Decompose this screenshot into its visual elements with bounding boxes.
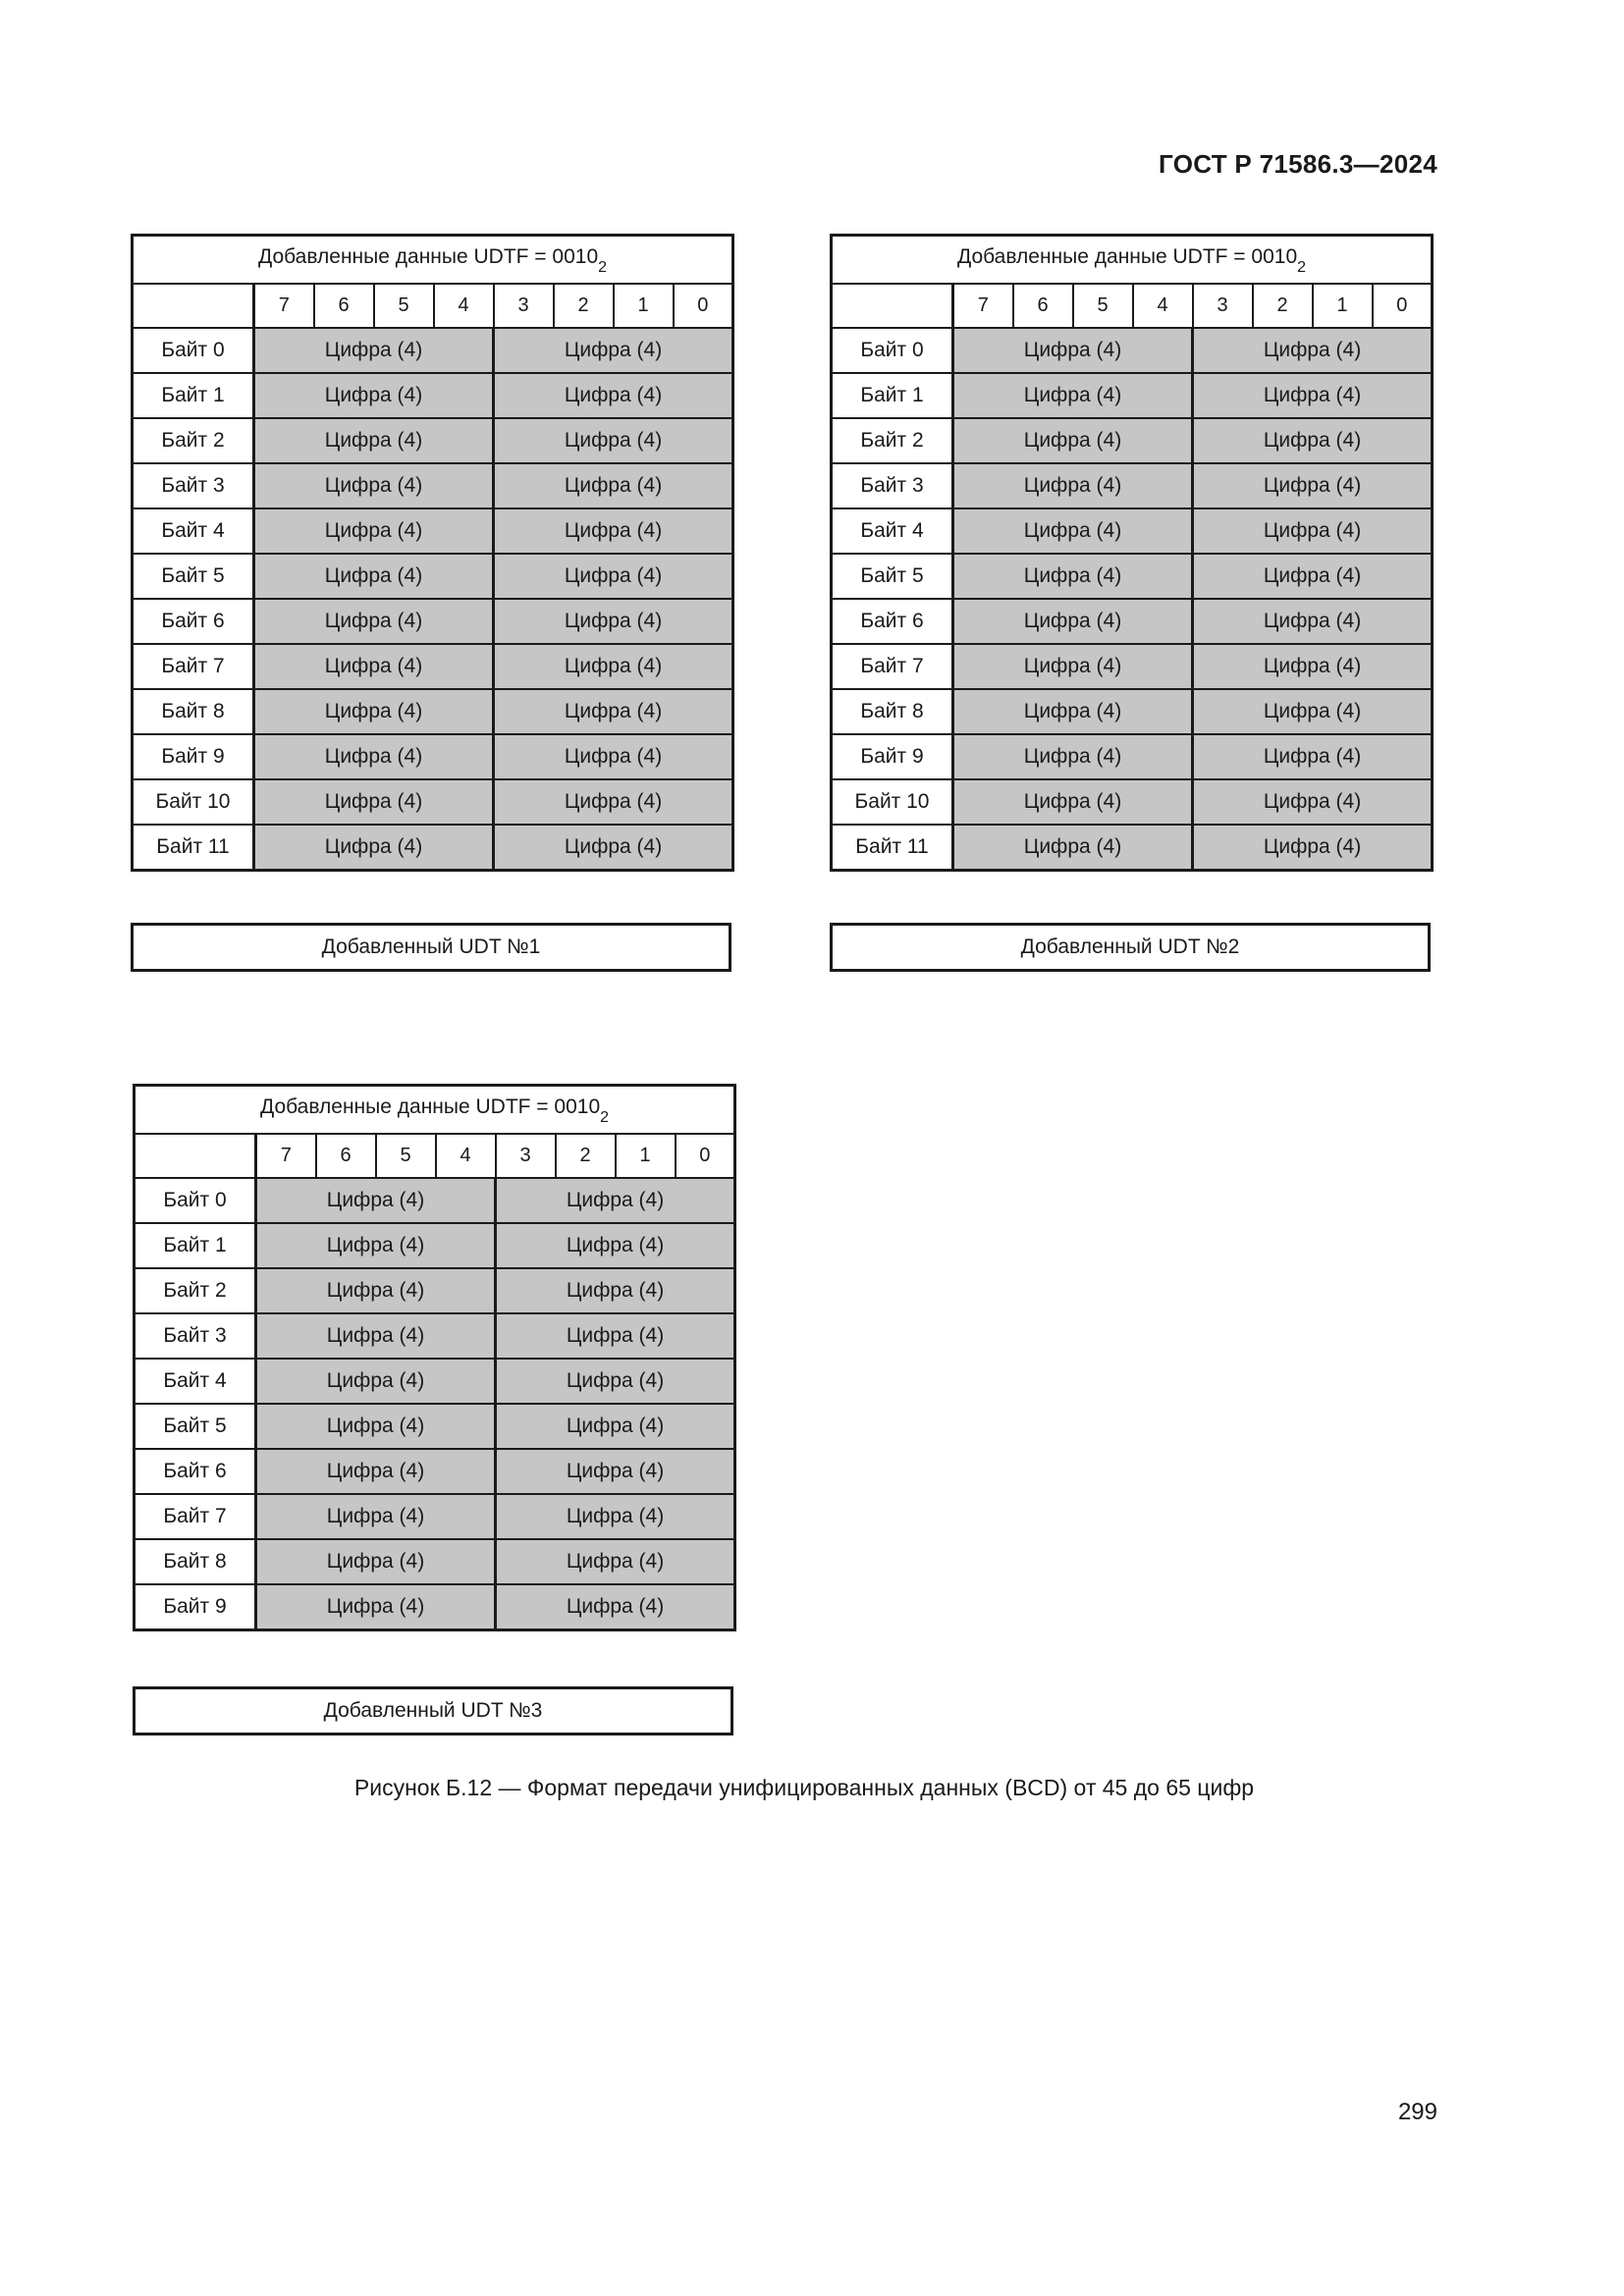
byte-label: Байт 1 xyxy=(135,1223,256,1268)
byte-row-9 xyxy=(133,734,733,779)
byte-label: Байт 5 xyxy=(133,554,254,599)
table-title xyxy=(135,1086,735,1135)
udt-caption-1: Добавленный UDT №1 xyxy=(131,923,731,972)
byte-row-10 xyxy=(832,779,1433,825)
bit-header-corner xyxy=(135,1134,256,1178)
byte-label: Байт 6 xyxy=(832,599,953,644)
digit-low-nibble: Цифра (4) xyxy=(496,1404,735,1449)
table-title xyxy=(133,236,733,285)
byte-row-7 xyxy=(135,1494,735,1539)
byte-row-7 xyxy=(133,644,733,689)
document-standard-header: ГОСТ Р 71586.3—2024 xyxy=(1159,149,1437,179)
byte-row-5 xyxy=(133,554,733,599)
digit-high-nibble: Цифра (4) xyxy=(256,1223,496,1268)
digit-low-nibble: Цифра (4) xyxy=(496,1223,735,1268)
bit-header-0: 0 xyxy=(674,284,733,328)
byte-row-0 xyxy=(133,328,733,373)
byte-label: Байт 6 xyxy=(135,1449,256,1494)
byte-label: Байт 3 xyxy=(133,463,254,508)
byte-row-2 xyxy=(133,418,733,463)
digit-low-nibble: Цифра (4) xyxy=(1193,373,1433,418)
byte-label: Байт 4 xyxy=(135,1359,256,1404)
table-title-subscript: 2 xyxy=(598,258,608,276)
bit-header-7: 7 xyxy=(254,284,314,328)
digit-low-nibble: Цифра (4) xyxy=(496,1313,735,1359)
bit-header-3: 3 xyxy=(496,1134,556,1178)
bit-header-7: 7 xyxy=(953,284,1013,328)
bit-header-5: 5 xyxy=(376,1134,436,1178)
digit-high-nibble: Цифра (4) xyxy=(953,599,1193,644)
digit-high-nibble: Цифра (4) xyxy=(254,599,494,644)
digit-low-nibble: Цифра (4) xyxy=(1193,825,1433,871)
digit-high-nibble: Цифра (4) xyxy=(254,779,494,825)
digit-low-nibble: Цифра (4) xyxy=(494,825,733,871)
bit-header-1: 1 xyxy=(1313,284,1373,328)
byte-label: Байт 2 xyxy=(135,1268,256,1313)
udt-figure-2 xyxy=(830,234,1434,872)
digit-low-nibble: Цифра (4) xyxy=(494,508,733,554)
digit-low-nibble: Цифра (4) xyxy=(496,1178,735,1223)
table-title xyxy=(832,236,1433,285)
digit-high-nibble: Цифра (4) xyxy=(254,463,494,508)
byte-row-11 xyxy=(133,825,733,871)
digit-low-nibble: Цифра (4) xyxy=(1193,328,1433,373)
bit-header-6: 6 xyxy=(1013,284,1073,328)
digit-low-nibble: Цифра (4) xyxy=(1193,599,1433,644)
digit-low-nibble: Цифра (4) xyxy=(494,418,733,463)
digit-high-nibble: Цифра (4) xyxy=(254,644,494,689)
bit-header-2: 2 xyxy=(554,284,614,328)
byte-row-3 xyxy=(832,463,1433,508)
byte-label: Байт 1 xyxy=(832,373,953,418)
table-title-subscript: 2 xyxy=(600,1108,610,1126)
digit-low-nibble: Цифра (4) xyxy=(496,1359,735,1404)
bit-header-7: 7 xyxy=(256,1134,316,1178)
digit-low-nibble: Цифра (4) xyxy=(496,1494,735,1539)
digit-high-nibble: Цифра (4) xyxy=(256,1584,496,1630)
byte-label: Байт 11 xyxy=(133,825,254,871)
byte-row-9 xyxy=(832,734,1433,779)
byte-row-11 xyxy=(832,825,1433,871)
digit-high-nibble: Цифра (4) xyxy=(254,554,494,599)
byte-label: Байт 6 xyxy=(133,599,254,644)
byte-row-0 xyxy=(135,1178,735,1223)
byte-row-3 xyxy=(133,463,733,508)
digit-low-nibble: Цифра (4) xyxy=(1193,554,1433,599)
digit-high-nibble: Цифра (4) xyxy=(254,689,494,734)
digit-high-nibble: Цифра (4) xyxy=(953,418,1193,463)
bit-header-2: 2 xyxy=(1253,284,1313,328)
byte-label: Байт 3 xyxy=(832,463,953,508)
bit-header-6: 6 xyxy=(316,1134,376,1178)
digit-low-nibble: Цифра (4) xyxy=(1193,644,1433,689)
byte-row-9 xyxy=(135,1584,735,1630)
digit-high-nibble: Цифра (4) xyxy=(953,825,1193,871)
digit-high-nibble: Цифра (4) xyxy=(256,1359,496,1404)
digit-low-nibble: Цифра (4) xyxy=(494,644,733,689)
byte-label: Байт 1 xyxy=(133,373,254,418)
digit-low-nibble: Цифра (4) xyxy=(1193,779,1433,825)
byte-row-1 xyxy=(133,373,733,418)
digit-low-nibble: Цифра (4) xyxy=(1193,508,1433,554)
digit-high-nibble: Цифра (4) xyxy=(254,373,494,418)
byte-label: Байт 9 xyxy=(133,734,254,779)
bit-header-3: 3 xyxy=(1193,284,1253,328)
bit-header-6: 6 xyxy=(314,284,374,328)
byte-label: Байт 8 xyxy=(133,689,254,734)
bit-header-0: 0 xyxy=(1373,284,1433,328)
byte-label: Байт 5 xyxy=(832,554,953,599)
bit-header-0: 0 xyxy=(676,1134,735,1178)
digit-low-nibble: Цифра (4) xyxy=(494,554,733,599)
bit-header-corner xyxy=(832,284,953,328)
byte-row-5 xyxy=(832,554,1433,599)
digit-high-nibble: Цифра (4) xyxy=(256,1449,496,1494)
digit-low-nibble: Цифра (4) xyxy=(494,599,733,644)
byte-row-8 xyxy=(832,689,1433,734)
byte-row-4 xyxy=(832,508,1433,554)
bit-header-5: 5 xyxy=(374,284,434,328)
digit-high-nibble: Цифра (4) xyxy=(953,328,1193,373)
table-title-text: Добавленные данные UDTF = 0010 xyxy=(259,1095,601,1119)
digit-high-nibble: Цифра (4) xyxy=(953,689,1193,734)
bit-header-4: 4 xyxy=(434,284,494,328)
byte-label: Байт 5 xyxy=(135,1404,256,1449)
byte-row-1 xyxy=(832,373,1433,418)
byte-row-8 xyxy=(135,1539,735,1584)
byte-label: Байт 0 xyxy=(133,328,254,373)
bit-header-1: 1 xyxy=(616,1134,676,1178)
digit-low-nibble: Цифра (4) xyxy=(496,1449,735,1494)
byte-row-1 xyxy=(135,1223,735,1268)
byte-row-6 xyxy=(135,1449,735,1494)
byte-row-4 xyxy=(133,508,733,554)
byte-label: Байт 8 xyxy=(832,689,953,734)
digit-low-nibble: Цифра (4) xyxy=(494,328,733,373)
byte-label: Байт 0 xyxy=(832,328,953,373)
digit-high-nibble: Цифра (4) xyxy=(256,1178,496,1223)
bit-header-4: 4 xyxy=(436,1134,496,1178)
byte-label: Байт 7 xyxy=(832,644,953,689)
digit-high-nibble: Цифра (4) xyxy=(953,554,1193,599)
digit-low-nibble: Цифра (4) xyxy=(1193,418,1433,463)
digit-high-nibble: Цифра (4) xyxy=(953,734,1193,779)
bit-header-2: 2 xyxy=(556,1134,616,1178)
digit-low-nibble: Цифра (4) xyxy=(1193,463,1433,508)
digit-high-nibble: Цифра (4) xyxy=(254,825,494,871)
byte-label: Байт 0 xyxy=(135,1178,256,1223)
udt-figure-1 xyxy=(131,234,734,872)
bit-header-1: 1 xyxy=(614,284,674,328)
byte-row-5 xyxy=(135,1404,735,1449)
table-title-subscript: 2 xyxy=(1297,258,1307,276)
byte-label: Байт 8 xyxy=(135,1539,256,1584)
digit-low-nibble: Цифра (4) xyxy=(496,1584,735,1630)
digit-high-nibble: Цифра (4) xyxy=(254,734,494,779)
byte-row-7 xyxy=(832,644,1433,689)
byte-row-0 xyxy=(832,328,1433,373)
digit-high-nibble: Цифра (4) xyxy=(256,1494,496,1539)
digit-high-nibble: Цифра (4) xyxy=(256,1539,496,1584)
udt-table-2 xyxy=(830,234,1434,872)
byte-label: Байт 9 xyxy=(832,734,953,779)
table-title-text: Добавленные данные UDTF = 0010 xyxy=(257,245,599,269)
udt-caption-3: Добавленный UDT №3 xyxy=(133,1686,733,1735)
byte-label: Байт 4 xyxy=(832,508,953,554)
byte-label: Байт 7 xyxy=(133,644,254,689)
byte-row-6 xyxy=(832,599,1433,644)
figure-caption-text: Рисунок Б.12 — Формат передачи унифицированных данных (BCD) от 45 до 65 цифр xyxy=(353,1775,1255,1800)
digit-low-nibble: Цифра (4) xyxy=(494,463,733,508)
digit-high-nibble: Цифра (4) xyxy=(953,644,1193,689)
byte-label: Байт 10 xyxy=(832,779,953,825)
table-title-text: Добавленные данные UDTF = 0010 xyxy=(956,245,1298,269)
byte-row-10 xyxy=(133,779,733,825)
digit-high-nibble: Цифра (4) xyxy=(254,328,494,373)
digit-low-nibble: Цифра (4) xyxy=(496,1539,735,1584)
figure-caption xyxy=(0,1775,1624,1801)
udt-figure-3 xyxy=(133,1084,736,1631)
digit-low-nibble: Цифра (4) xyxy=(494,373,733,418)
byte-row-4 xyxy=(135,1359,735,1404)
bit-header-4: 4 xyxy=(1133,284,1193,328)
byte-label: Байт 10 xyxy=(133,779,254,825)
udt-table-3 xyxy=(133,1084,736,1631)
byte-label: Байт 2 xyxy=(832,418,953,463)
byte-label: Байт 4 xyxy=(133,508,254,554)
digit-high-nibble: Цифра (4) xyxy=(254,418,494,463)
digit-high-nibble: Цифра (4) xyxy=(256,1313,496,1359)
byte-row-3 xyxy=(135,1313,735,1359)
byte-row-8 xyxy=(133,689,733,734)
byte-row-2 xyxy=(832,418,1433,463)
byte-label: Байт 2 xyxy=(133,418,254,463)
digit-low-nibble: Цифра (4) xyxy=(494,689,733,734)
bit-header-3: 3 xyxy=(494,284,554,328)
digit-low-nibble: Цифра (4) xyxy=(496,1268,735,1313)
byte-label: Байт 11 xyxy=(832,825,953,871)
udt-caption-2: Добавленный UDT №2 xyxy=(830,923,1431,972)
digit-low-nibble: Цифра (4) xyxy=(494,779,733,825)
bit-header-5: 5 xyxy=(1073,284,1133,328)
digit-low-nibble: Цифра (4) xyxy=(494,734,733,779)
byte-label: Байт 3 xyxy=(135,1313,256,1359)
digit-high-nibble: Цифра (4) xyxy=(953,508,1193,554)
digit-high-nibble: Цифра (4) xyxy=(953,463,1193,508)
digit-low-nibble: Цифра (4) xyxy=(1193,689,1433,734)
digit-high-nibble: Цифра (4) xyxy=(953,779,1193,825)
digit-high-nibble: Цифра (4) xyxy=(953,373,1193,418)
byte-row-6 xyxy=(133,599,733,644)
byte-label: Байт 9 xyxy=(135,1584,256,1630)
digit-high-nibble: Цифра (4) xyxy=(256,1404,496,1449)
udt-table-1 xyxy=(131,234,734,872)
bit-header-corner xyxy=(133,284,254,328)
page-number: 299 xyxy=(1397,2099,1437,2125)
byte-row-2 xyxy=(135,1268,735,1313)
byte-label: Байт 7 xyxy=(135,1494,256,1539)
digit-high-nibble: Цифра (4) xyxy=(256,1268,496,1313)
digit-low-nibble: Цифра (4) xyxy=(1193,734,1433,779)
digit-high-nibble: Цифра (4) xyxy=(254,508,494,554)
